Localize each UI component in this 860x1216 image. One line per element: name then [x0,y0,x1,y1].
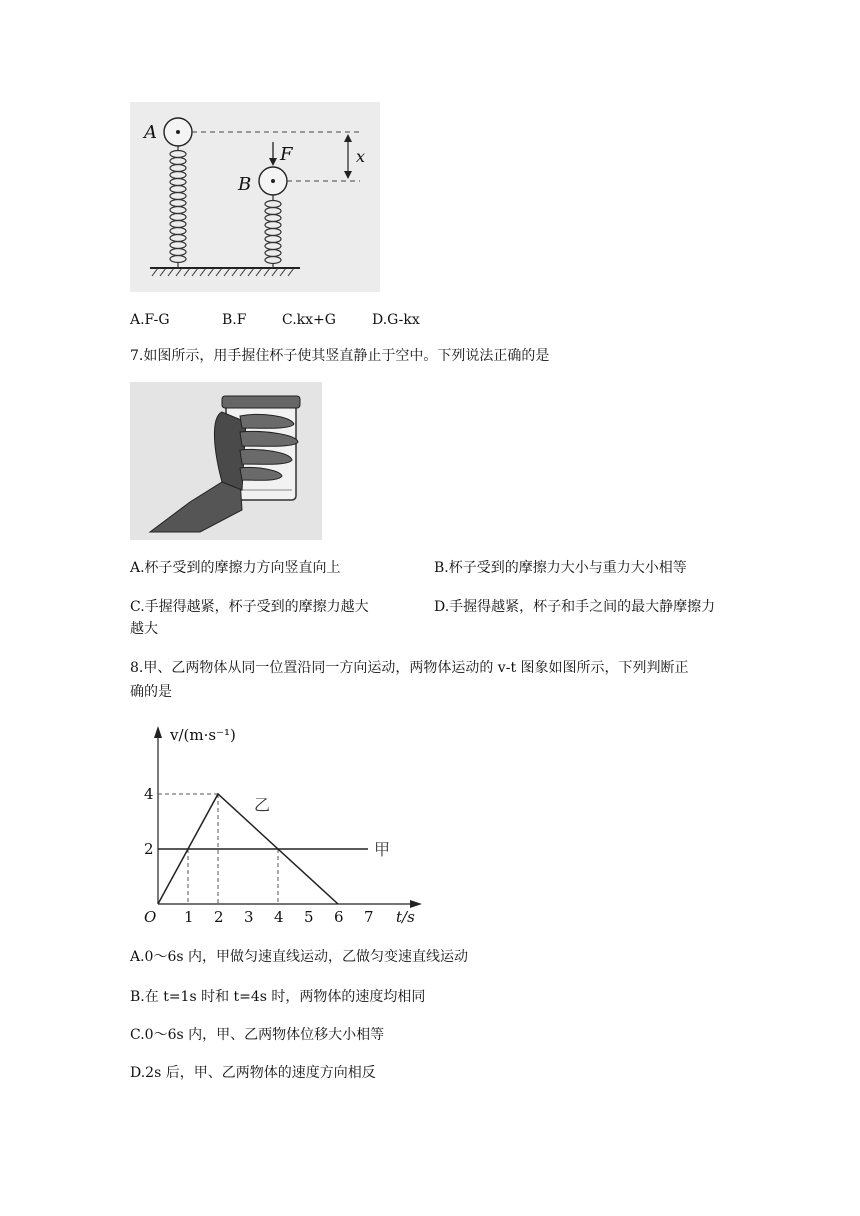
y-axis-label: v/(m·s⁻¹) [170,726,236,744]
y-axis-arrow [154,726,162,738]
label-a: A [144,122,157,143]
q8-option-c: C.0～6s 内，甲、乙两物体位移大小相等 [130,1027,385,1043]
spring-diagram [130,102,380,292]
q8-stem-line1: 8.甲、乙两物体从同一位置沿同一方向运动，两物体运动的 v-t 图象如图所示，下列判断正 [130,660,689,676]
x-axis-label: t/s [396,908,415,926]
x-axis-arrow [410,900,422,908]
vt-chart [140,718,430,933]
q7-option-d-line2: 越大 [130,621,158,637]
q6-option-c: C.kx+G [282,312,336,328]
hand-cup-figure [130,382,322,540]
x-tick-label: 5 [304,908,314,926]
q7-option-b: B.杯子受到的摩擦力大小与重力大小相等 [434,560,687,576]
hand-cup-drawing [130,382,322,540]
spring-a [170,146,186,268]
x-tick-label: 3 [244,908,254,926]
vt-chart-svg [140,718,430,933]
x-tick-label: 7 [364,908,374,926]
q6-option-a: A.F-G [130,312,170,328]
label-x: x [356,147,366,166]
q7-option-d-line1: D.手握得越紧，杯子和手之间的最大静摩擦力 [434,599,716,615]
q6-option-d: D.G-kx [372,312,420,328]
series-label-yi: 乙 [254,795,271,815]
label-b: B [238,174,252,195]
cup-lid [222,396,300,408]
series-label-jia: 甲 [374,840,391,859]
ground-hatch [152,268,294,276]
q6-option-b: B.F [222,312,247,328]
q8-option-d: D.2s 后，甲、乙两物体的速度方向相反 [130,1065,376,1081]
q7-stem: 7.如图所示，用手握住杯子使其竖直静止于空中。下列说法正确的是 [130,348,550,364]
label-f: F [280,144,293,165]
spring-b [265,195,281,268]
x-tick-label: 6 [334,908,344,926]
spring-figure [130,102,380,292]
y-tick-label: 4 [144,785,154,803]
x-tick-label: 1 [184,908,194,926]
y-tick-label: 2 [144,840,154,858]
origin-label: O [144,908,157,926]
arm [150,480,242,532]
q8-option-a: A.0～6s 内，甲做匀速直线运动，乙做匀变速直线运动 [130,949,469,965]
x-tick-label: 4 [274,908,284,926]
q7-option-c: C.手握得越紧，杯子受到的摩擦力越大 [130,599,369,615]
q7-option-a: A.杯子受到的摩擦力方向竖直向上 [130,560,341,576]
x-tick-label: 2 [214,908,224,926]
q8-stem-line2: 确的是 [130,684,172,700]
q8-option-b: B.在 t=1s 时和 t=4s 时，两物体的速度均相同 [130,989,426,1005]
